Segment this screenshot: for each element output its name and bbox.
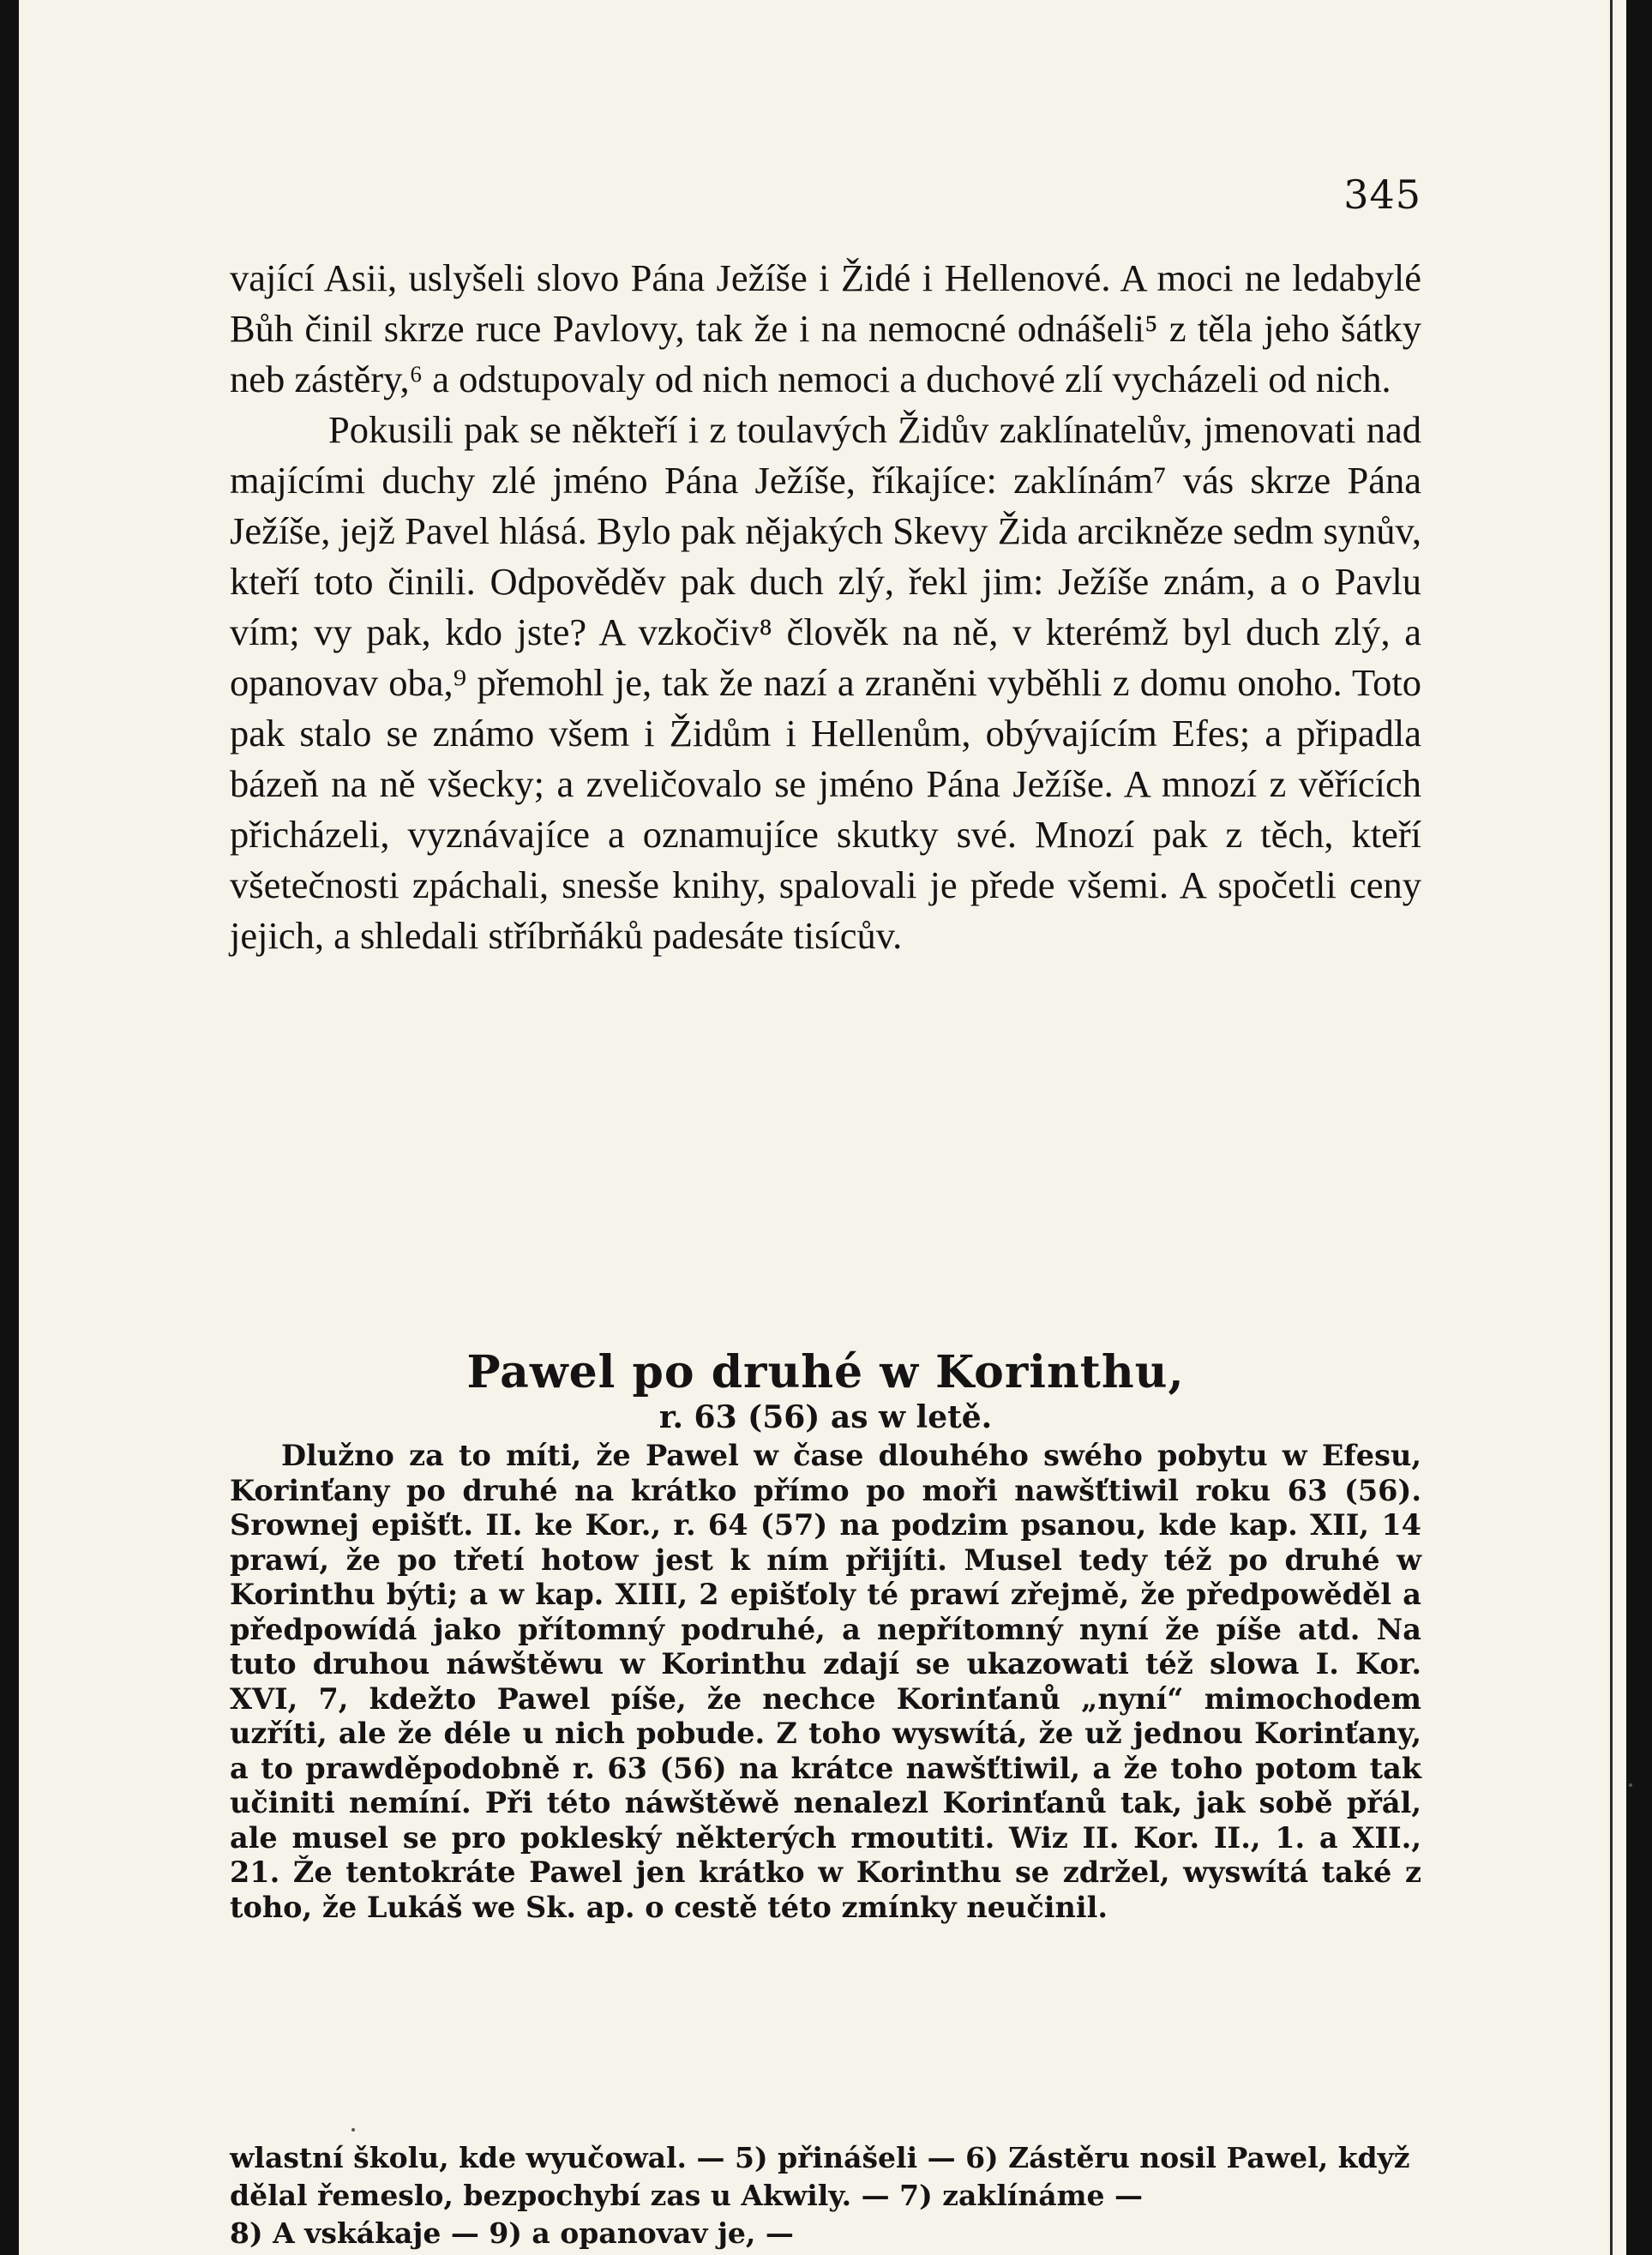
scan-edge-left — [0, 0, 19, 2255]
commentary-paragraph: Dlužno za to míti, že Pawel w čase dlouhého swého pobytu w Efesu, Korinťany po druhé na krátko přímo po moři nawšťtiwil roku 63 (56). Srownej epišťt. II. ke Kor., r. 64 (57) na podzim psanou, kde kap. XII, 14 prawí, že po třetí hotow jest k ním přijíti. Musel tedy též po druhé w Korinthu býti; a w kap. XIII, 2 epišťoly té prawí zřejmě, že předpowěděl a předpowídá jako přítomný podruhé, a nepřítomný nyní že píše atd. Na tuto druhou náwštěwu w Korinthu zdají se ukazowati též slowa I. Kor. XVI, 7, kdežto Pawel píše, že nechce Korinťanů „nyní“ mimochodem uzříti, ale že déle u nich pobude. Z toho wyswítá, že už jednou Korinťany, a to prawděpodobně r. 63 (56) na krátce nawšťtiwil, a že toho potom tak učiniti nemíní. Při této náwštěwě nenalezl Korinťanů tak, jak sobě přál, ale musel se pro pokleský některých rmoutiti. Wiz II. Kor. II., 1. a XII., 21. Že tentokráte Pawel jen krátko w Korinthu se zdržel, wyswítá také z toho, že Lukáš we Sk. ap. o cestě této zmínky neučinil. — [230, 1439, 1421, 1924]
main-paragraph-1: vající Asii, uslyšeli slovo Pána Ježíše i Židé i Hellenové. A moci ne ledabylé Bůh činil skrze ruce Pavlovy, tak že i na nemocné odnášeli⁵ z těla jeho šátky neb zástěry,⁶ a odstupovaly od nich nemoci a duchové zlí vycházeli od nich. — [230, 256, 1421, 400]
section-subheading: r. 63 (56) as w letě. — [658, 1399, 993, 1435]
scan-speck — [1629, 1783, 1632, 1787]
footnotes — [230, 2139, 1421, 2252]
section-heading: Pawel po druhé w Korinthu, — [466, 1346, 1185, 1398]
main-text — [230, 253, 1421, 961]
scan-edge-right-line — [1610, 0, 1613, 2255]
main-paragraph-2: Pokusili pak se někteří i z toulavých Židův zaklínatelův, jmenovati nad majícími duchy zlé jméno Pána Ježíše, říkajíce: zaklínám⁷ vás skrze Pána Ježíše, jejž Pavel hlásá. Bylo pak nějakých Skevy Žida arcikněze sedm synův, kteří toto činili. Odpověděv pak duch zlý, řekl jim: Ježíše znám, a o Pavlu vím; vy pak, kdo jste? A vzkočiv⁸ člověk na ně, v kterémž byl duch zlý, a opanovav oba,⁹ přemohl je, tak že nazí a zraněni vyběhli z domu onoho. Toto pak stalo se známo všem i Židům i Hellenům, obývajícím Efes; a připadla bázeň na ně všecky; a zveličovalo se jméno Pána Ježíše. A mnozí z věřících přicházeli, vyznávajíce a oznamujíce skutky své. Mnozí pak z těch, kteří všetečnosti zpáchali, snesše knihy, spalovali je přede všemi. A spočetli ceny jejich, a shledali stříbrňáků padesáte tisícův. — [230, 408, 1421, 957]
footnote-line-1: wlastní školu, kde wyučowal. — 5) přinášeli — 6) Zástěru nosil Pawel, když dělal řemeslo, bezpochybí zas u Akwily. — 7) zaklínáme — — [230, 2141, 1410, 2212]
page-number: 345 — [1343, 171, 1421, 218]
commentary-block — [230, 1439, 1421, 1925]
scan-edge-right — [1626, 0, 1652, 2255]
scan-speck — [351, 2128, 355, 2132]
footnote-line-2: 8) A vskákaje — 9) a opanovav je, — — [230, 2216, 794, 2250]
